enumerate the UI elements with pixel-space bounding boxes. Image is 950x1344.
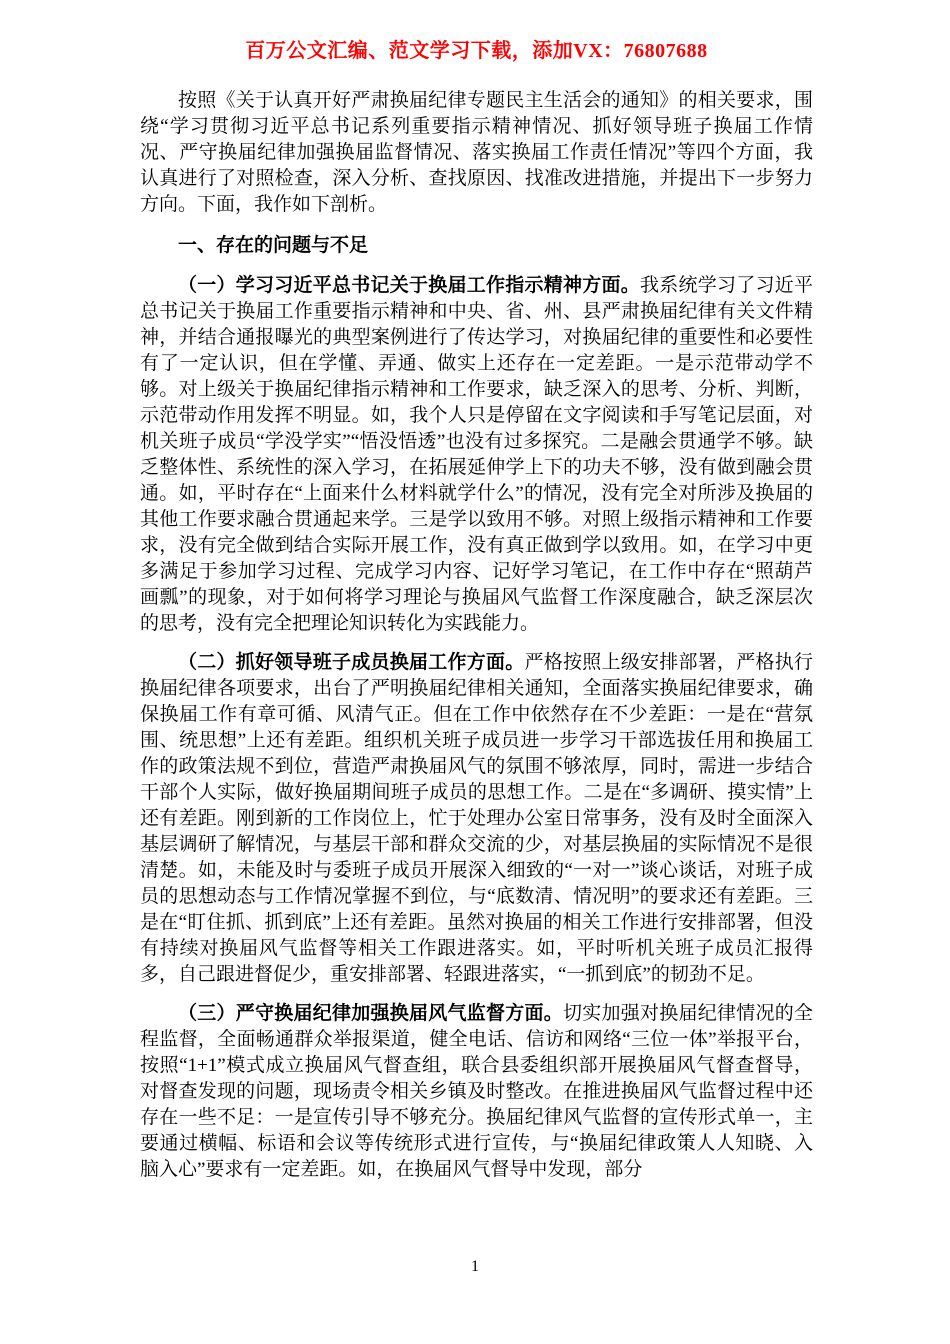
subsection-2-text: 严格按照上级安排部署，严格执行换届纪律各项要求，出台了严明换届纪律相关通知，全面落实换届纪律要求，确保换届工作有章可循、风清气正。但在工作中依然存在不少差距：一是在“营氛围、统思想”上还有差距。组织机关班子成员进一步学习干部选拔任用和换届工作的政策法规不到位，营造严肃换届风气的氛围不够浓厚，同时，需进一步结合干部个人实际，做好换届期间班子成员的思想工作。二是在“多调研、摸实情”上还有差距。刚到新的工作岗位上，忙于处理办公室日常事务，没有及时全面深入基层调研了解情况，与基层干部和群众交流的少，对基层换届的实际情况不是很清楚。如，未能及时与委班子成员开展深入细致的“一对一”谈心谈话，对班子成员的思想动态与工作情况掌握不到位，与“底数清、情况明”的要求还有差距。三是在“盯住抓、抓到底”上还有差距。虽然对换届的相关工作进行安排部署，但没有持续对换届风气监督等相关工作跟进落实。如，平时听机关班子成员汇报得多，自己跟进督促少，重安排部署、轻跟进落实，“一抓到底”的韧劲不足。 — [140, 652, 813, 985]
subsection-1-paragraph — [140, 273, 813, 637]
subsection-1-title: （一）学习习近平总书记关于换届工作指示精神方面。 — [178, 275, 640, 296]
page-number: 1 — [471, 1258, 479, 1275]
intro-paragraph: 按照《关于认真开好严肃换届纪律专题民主生活会的通知》的相关要求，围绕“学习贯彻习近平总书记系列重要指示精神情况、抓好领导班子换届工作情况、严守换届纪律加强换届监督情况、落实换届工作责任情况”等四个方面，我认真进行了对照检查，深入分析、查找原因、找准改进措施，并提出下一步努力方向。下面，我作如下剖析。 — [140, 90, 813, 215]
subsection-1-text: 我系统学习了习近平总书记关于换届工作重要指示精神和中央、省、州、县严肃换届纪律有关文件精神，并结合通报曝光的典型案例进行了传达学习，对换届纪律的重要性和必要性有了一定认识，但在学懂、弄通、做实上还存在一定差距。一是示范带动学不够。对上级关于换届纪律指示精神和工作要求，缺乏深入的思考、分析、判断，示范带动作用发挥不明显。如，我个人只是停留在文字阅读和手写笔记层面，对机关班子成员“学没学实”“悟没悟透”也没有过多探究。二是融会贯通学不够。缺乏整体性、系统性的深入学习，在拓展延伸学上下的功夫不够，没有做到融会贯通。如，平时存在“上面来什么材料就学什么”的情况，没有完全对所涉及换届的其他工作要求融合贯通起来学。三是学以致用不够。对照上级指示精神和工作要求，没有完全做到结合实际开展工作，没有真正做到学以致用。如，在学习中更多满足于参加学习过程、完成学习内容、记好学习笔记，在工作中存在“照葫芦画瓢”的现象，对于如何将学习理论与换届风气监督工作深度融合，缺乏深层次的思考，没有完全把理论知识转化为实践能力。 — [140, 275, 813, 634]
subsection-3-paragraph — [140, 1001, 813, 1183]
document-body — [140, 88, 813, 1183]
subsection-2-paragraph — [140, 650, 813, 988]
subsection-3-text: 切实加强对换届纪律情况的全程监督，全面畅通群众举报渠道，健全电话、信访和网络“三位一体”举报平台，按照“1+1”模式成立换届风气督查组，联合县委组织部开展换届风气督查督导，对督查发现的问题，现场责令相关乡镇及时整改。在推进换届风气监督过程中还存在一些不足：一是宣传引导不够充分。换届纪律风气监督的宣传形式单一，主要通过横幅、标语和会议等传统形式进行宣传，与“换届纪律政策人人知晓、入脑入心”要求有一定差距。如，在换届风气督导中发现，部分 — [140, 1003, 813, 1180]
red-header-ad-text: 百万公文汇编、范文学习下载，添加VX：76807688 — [245, 40, 708, 62]
subsection-3-title: （三）严守换届纪律加强换届风气监督方面。 — [178, 1003, 563, 1024]
subsection-2-title: （二）抓好领导班子成员换届工作方面。 — [178, 652, 525, 673]
section-heading-problems: 一、存在的问题与不足 — [178, 235, 369, 256]
